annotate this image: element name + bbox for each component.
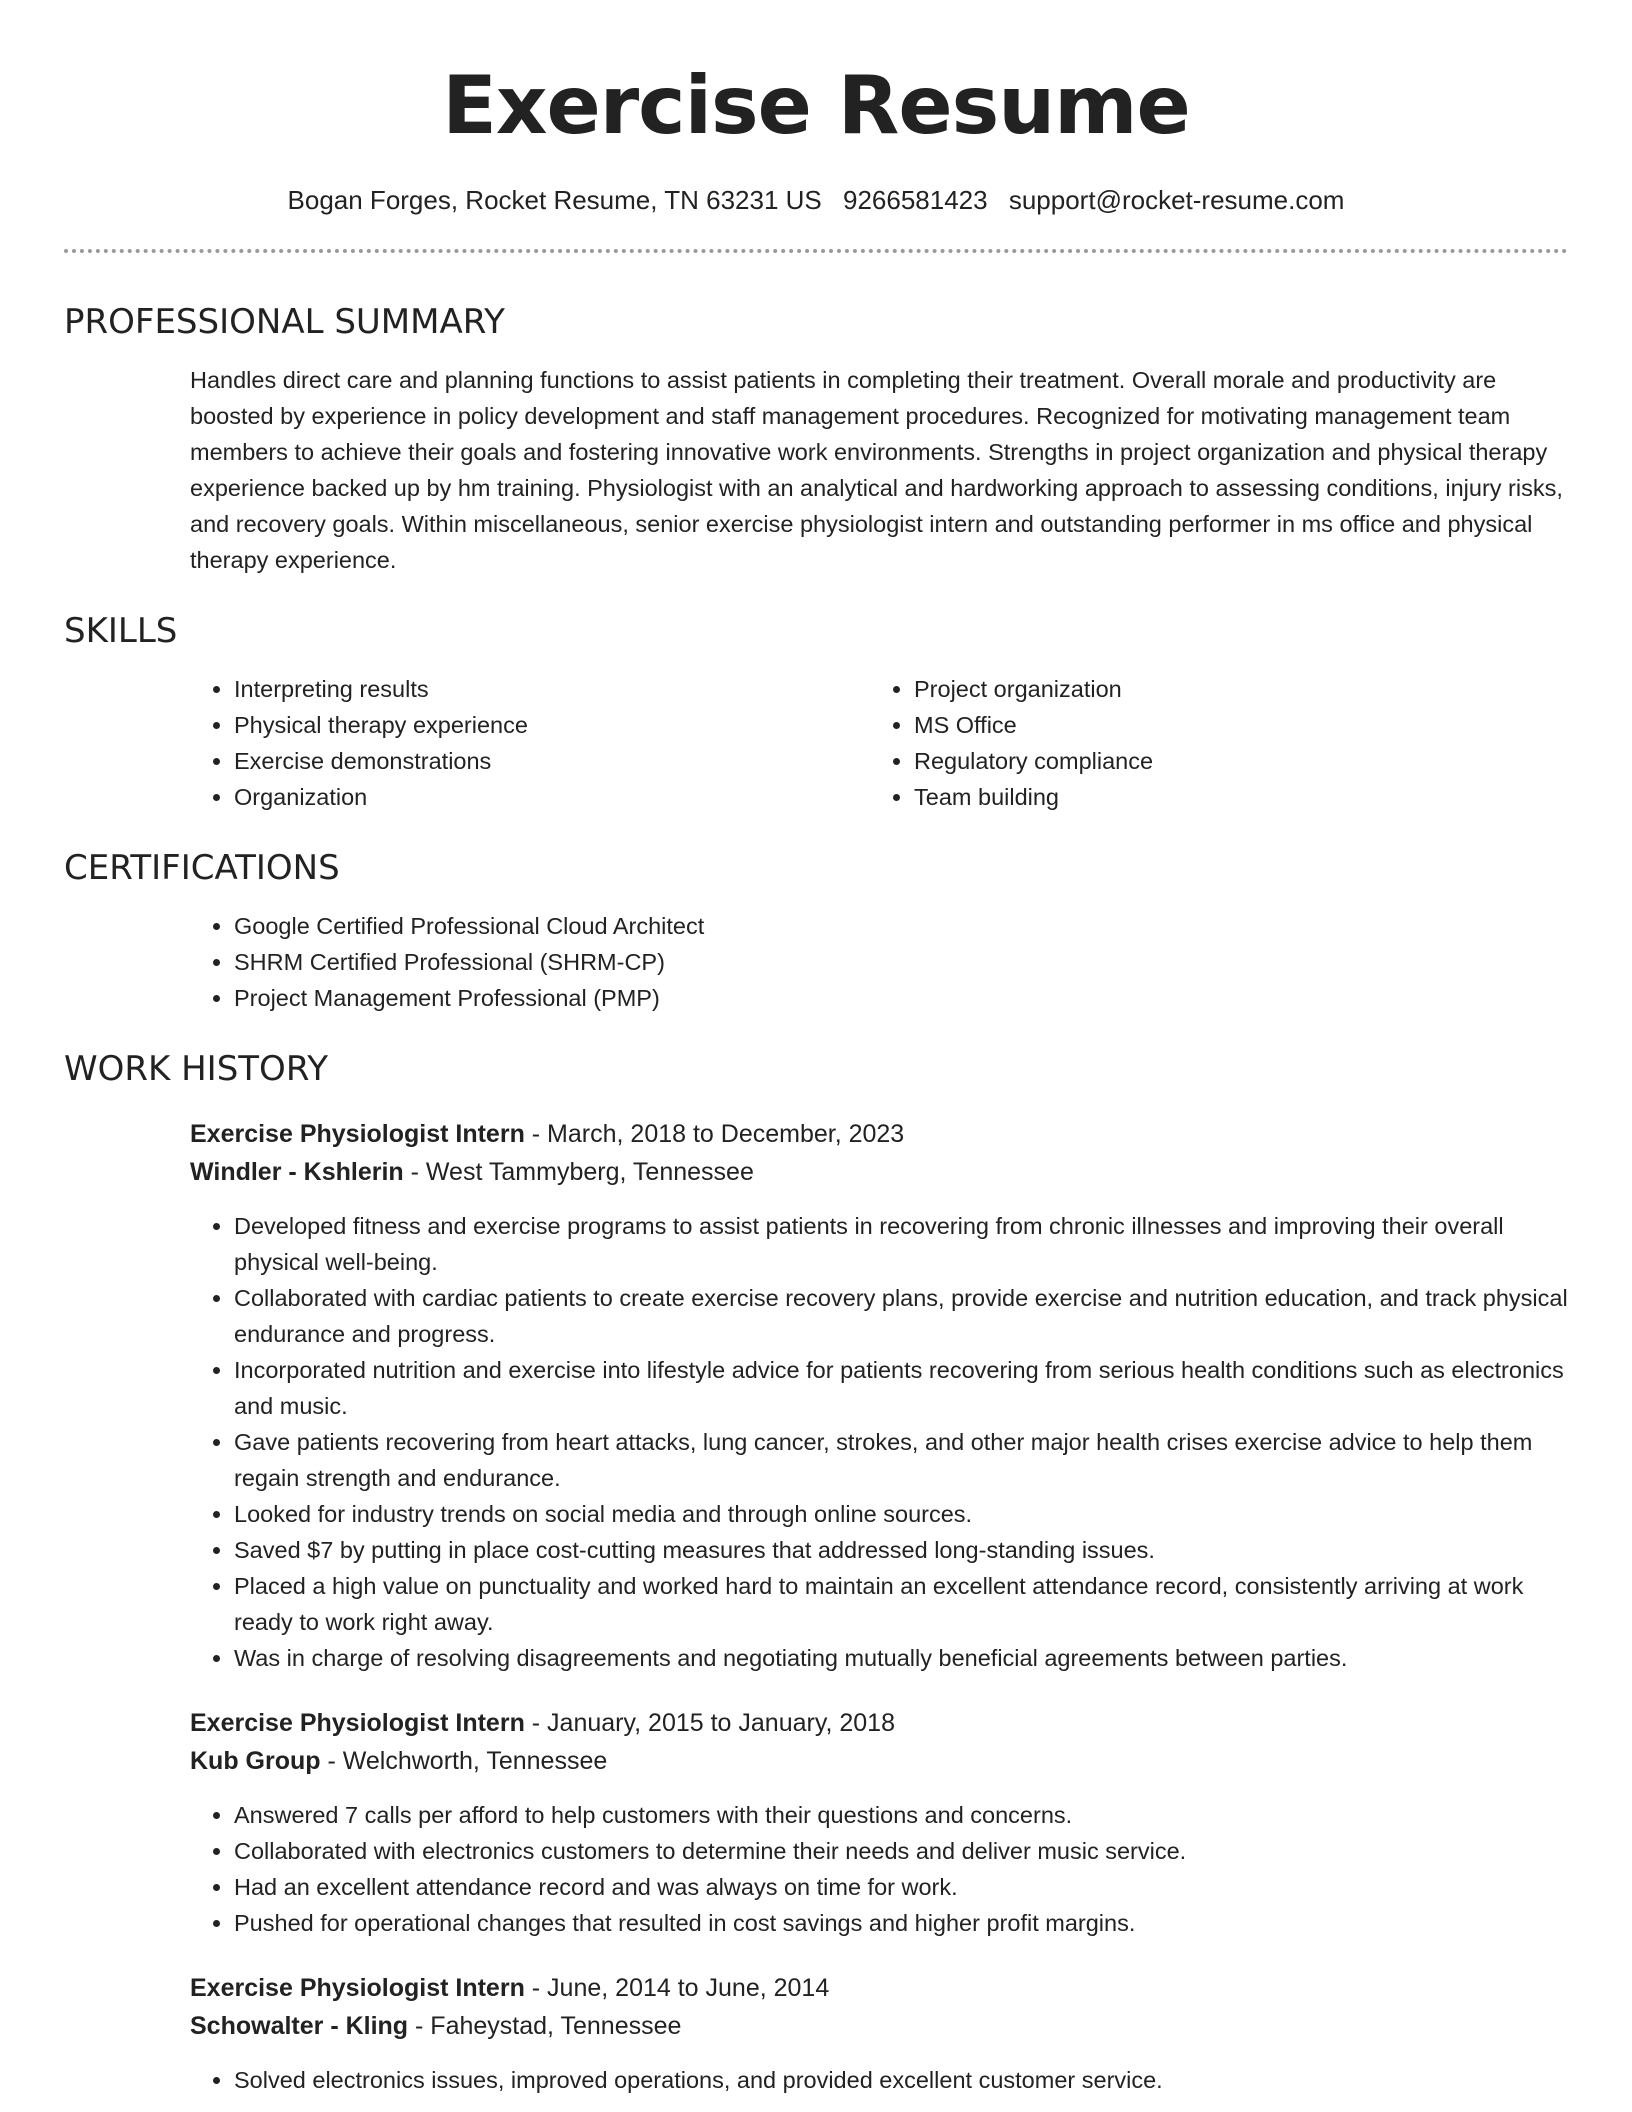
job-company-line [190,1742,1568,1780]
job-dates: - March, 2018 to December, 2023 [524,1120,905,1148]
job-bullet: • Collaborated with cardiac patients to create exercise recovery plans, provide exercise and nutrition education, and track physical endurance and progress. [234,1280,1568,1352]
certification-item: • Project Management Professional (PMP) [234,980,1568,1016]
skill-item: • Project organization [914,671,1550,707]
skills-column-left [190,671,870,815]
job-bullet: • Solved electronics issues, improved operations, and provided excellent customer service. [234,2062,1568,2098]
job-dates: - January, 2015 to January, 2018 [524,1709,895,1737]
skill-item: • Exercise demonstrations [234,743,870,779]
job-company: Schowalter - Kling [190,2012,409,2040]
job-title: Exercise Physiologist Intern [190,1120,525,1148]
job-bullet: • Looked for industry trends on social media and through online sources. [234,1496,1568,1532]
job-location: - Faheystad, Tennessee [408,2012,682,2040]
contact-phone: 9266581423 [843,185,988,215]
job-bullet: • Was in charge of resolving disagreements and negotiating mutually beneficial agreements between parties. [234,1640,1568,1676]
skill-item: • Interpreting results [234,671,870,707]
job-bullet: • Saved $7 by putting in place cost-cutting measures that addressed long-standing issues. [234,1532,1568,1568]
contact-address: Bogan Forges, Rocket Resume, TN 63231 US [287,185,822,215]
job-bullet: • Incorporated nutrition and exercise into lifestyle advice for patients recovering from serious health conditions such as electronics and music. [234,1352,1568,1424]
work-history-heading: WORK HISTORY [64,1049,329,1089]
skill-item: • Regulatory compliance [914,743,1550,779]
skills-column-right [870,671,1550,815]
certifications-heading: CERTIFICATIONS [64,848,340,888]
job-company: Windler - Kshlerin [190,1158,404,1186]
summary-text: Handles direct care and planning functions to assist patients in completing their treatment. Overall morale and productivity are boosted by experience in policy development and staff management procedures. Recognized for motivating management team members to achieve their goals and fostering innovative work environments. Strengths in project organization and physical therapy experience backed up by hm training. Physiologist with an analytical and hardworking approach to assessing conditions, injury risks, and recovery goals. Within miscellaneous, senior exercise physiologist intern and outstanding performer in ms office and physical therapy experience. [190,367,1563,573]
skill-item: • Organization [234,779,870,815]
job-company-line [190,2007,1568,2045]
job-bullets [190,1208,1568,1676]
job-bullets [190,1797,1568,1941]
job-entry [190,1969,1568,2098]
job-bullets [190,2062,1568,2098]
skill-item: • Physical therapy experience [234,707,870,743]
job-dates: - June, 2014 to June, 2014 [524,1974,830,2002]
job-bullet: • Collaborated with electronics customers to determine their needs and deliver music service. [234,1833,1568,1869]
job-bullet: • Placed a high value on punctuality and worked hard to maintain an excellent attendance record, consistently arriving at work ready to work right away. [234,1568,1568,1640]
skill-item: • Team building [914,779,1550,815]
summary-heading: PROFESSIONAL SUMMARY [64,302,505,342]
job-entry [190,1115,1568,1676]
header-divider [64,249,1568,253]
job-bullet: • Had an excellent attendance record and was always on time for work. [234,1869,1568,1905]
job-title: Exercise Physiologist Intern [190,1709,525,1737]
work-history-list [64,1115,1568,2098]
skill-item: • MS Office [914,707,1550,743]
skills-heading: SKILLS [64,611,178,651]
skills-list [64,671,1568,815]
resume-title: Exercise Resume [442,59,1190,152]
job-entry [190,1704,1568,1941]
certification-item: • Google Certified Professional Cloud Architect [234,908,1568,944]
job-bullet: • Pushed for operational changes that resulted in cost savings and higher profit margins. [234,1905,1568,1941]
job-bullet: • Answered 7 calls per afford to help customers with their questions and concerns. [234,1797,1568,1833]
job-location: - Welchworth, Tennessee [320,1747,608,1775]
contact-email: support@rocket-resume.com [1008,185,1345,215]
contact-line [64,184,1568,216]
job-location: - West Tammyberg, Tennessee [403,1158,754,1186]
resume-page [64,0,1568,2098]
certification-item: • SHRM Certified Professional (SHRM-CP) [234,944,1568,980]
job-title-line [190,1704,1568,1742]
job-title-line [190,1969,1568,2007]
job-bullet: • Gave patients recovering from heart attacks, lung cancer, strokes, and other major health crises exercise advice to help them regain strength and endurance. [234,1424,1568,1496]
job-company-line [190,1153,1568,1191]
job-bullet: • Developed fitness and exercise programs to assist patients in recovering from chronic illnesses and improving their overall physical well-being. [234,1208,1568,1280]
job-title-line [190,1115,1568,1153]
job-company: Kub Group [190,1747,321,1775]
certifications-list [64,908,1568,1016]
job-title: Exercise Physiologist Intern [190,1974,525,2002]
